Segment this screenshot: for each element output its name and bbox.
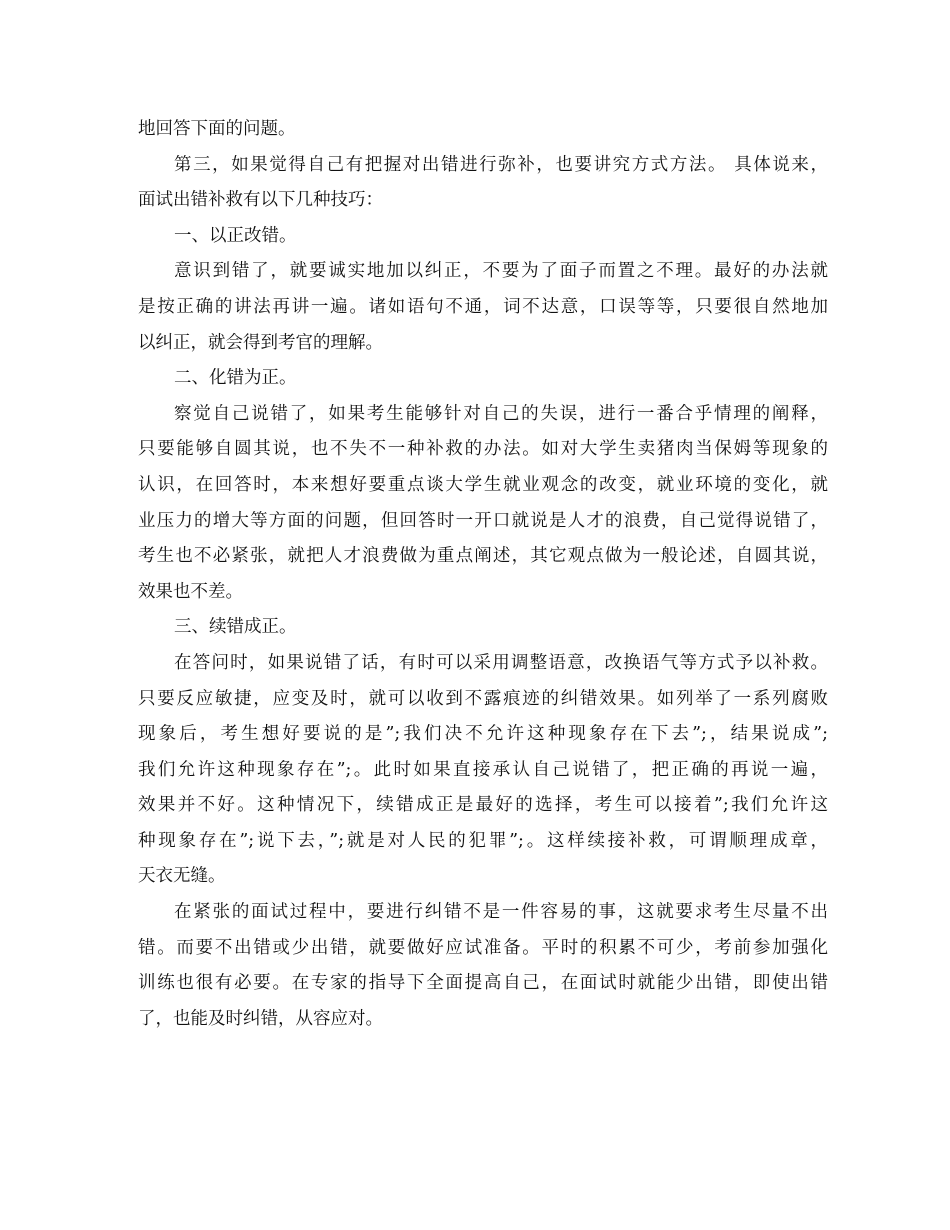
- text-line: 第三，如果觉得自己有把握对出错进行弥补，也要讲究方式方法。 具体说来，: [174, 154, 828, 175]
- text-line: 认识，在回答时，本来想好要重点谈大学生就业观念的改变，就业环境的变化，就: [138, 474, 828, 495]
- text-line: 我们允许这种现象存在”;。此时如果直接承认自己说错了，把正确的再说一遍，: [138, 759, 828, 780]
- text-line: 以纠正，就会得到考官的理解。: [138, 332, 383, 353]
- text-line: 三、续错成正。: [174, 617, 297, 638]
- text-line: 一、以正改错。: [174, 225, 297, 246]
- text-line: 在答问时，如果说错了话，有时可以采用调整语意，改换语气等方式予以补救。: [174, 652, 828, 673]
- text-line: 考生也不必紧张，就把人才浪费做为重点阐述，其它观点做为一般论述，自圆其说，: [138, 546, 828, 567]
- text-line: 训练也很有必要。在专家的指导下全面提高自己，在面试时就能少出错，即使出错: [138, 973, 828, 994]
- text-line: 效果并不好。这种情况下，续错成正是最好的选择，考生可以接着”;我们允许这: [138, 795, 828, 816]
- text-line: 在紧张的面试过程中，要进行纠错不是一件容易的事，这就要求考生尽量不出: [174, 902, 828, 923]
- text-line: 察觉自己说错了，如果考生能够针对自己的失误，进行一番合乎情理的阐释，: [174, 403, 828, 424]
- text-line: 种现象存在”;说下去，”;就是对人民的犯罪”;。这样续接补救，可谓顺理成章，: [138, 830, 828, 851]
- text-line: 二、化错为正。: [174, 368, 297, 389]
- text-line: 只要能够自圆其说，也不失不一种补救的办法。如对大学生卖猪肉当保姆等现象的: [138, 439, 828, 460]
- text-line: 天衣无缝。: [138, 866, 226, 887]
- text-line: 只要反应敏捷，应变及时，就可以收到不露痕迹的纠错效果。如列举了一系列腐败: [138, 688, 828, 709]
- text-line: 了，也能及时纠错，从容应对。: [138, 1008, 383, 1029]
- text-line: 效果也不差。: [138, 581, 243, 602]
- text-line: 错。而要不出错或少出错，就要做好应试准备。平时的积累不可少，考前参加强化: [138, 937, 828, 958]
- text-line: 意识到错了，就要诚实地加以纠正，不要为了面子而置之不理。最好的办法就: [174, 261, 828, 282]
- text-line: 业压力的增大等方面的问题，但回答时一开口就说是人才的浪费，自己觉得说错了，: [138, 510, 828, 531]
- text-line: 地回答下面的问题。: [138, 119, 296, 139]
- text-line: 是按正确的讲法再讲一遍。诸如语句不通，词不达意，口误等等，只要很自然地加: [138, 296, 828, 317]
- document-body: [138, 112, 828, 1037]
- text-line: 面试出错补救有以下几种技巧：: [138, 190, 383, 211]
- text-line: 现象后，考生想好要说的是”;我们决不允许这种现象存在下去”;，结果说成”;: [138, 724, 828, 745]
